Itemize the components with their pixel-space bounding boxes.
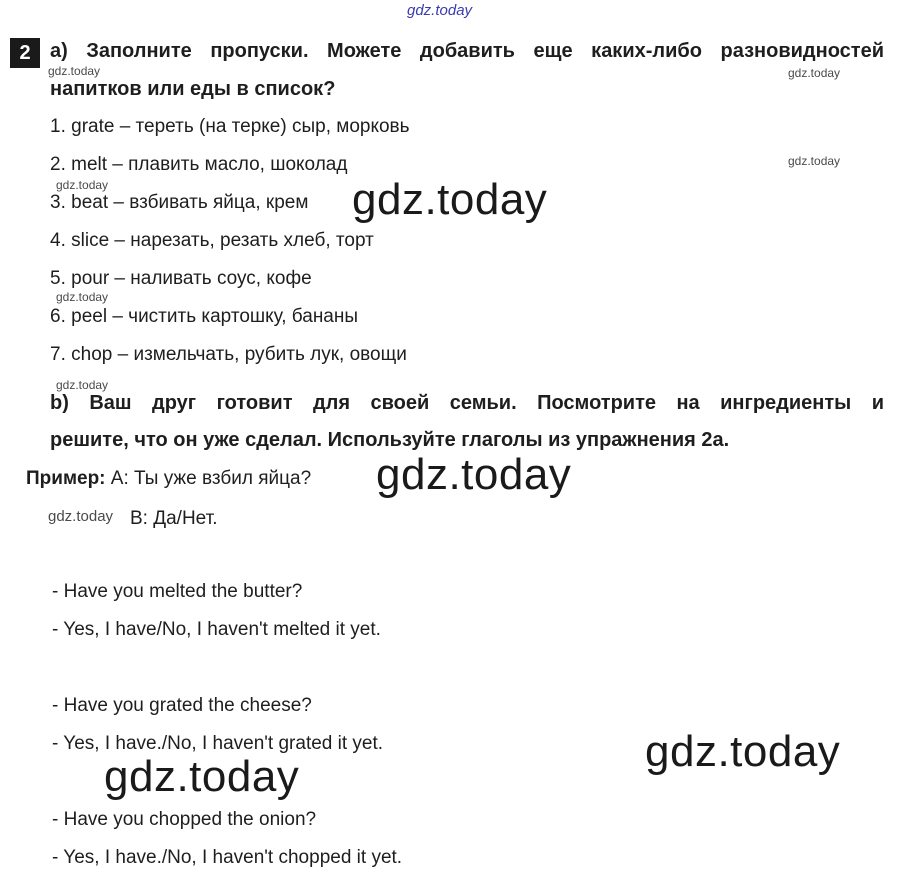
watermark-small: gdz.today [48, 508, 114, 525]
watermark-big: gdz.today [645, 727, 841, 776]
dialogue-question: - Have you chopped the onion? [52, 809, 317, 830]
dialogue-question: - Have you grated the cheese? [52, 695, 312, 716]
watermark-big: gdz.today [352, 175, 548, 224]
list-item: 1. grate – тереть (на терке) сыр, морковь [50, 116, 410, 137]
part-a-heading-line1: a) Заполните пропуски. Можете добавить еще каких-либо разновидностей [50, 40, 884, 62]
list-item: 5. pour – наливать соус, кофе [50, 268, 312, 289]
dialogue-answer: - Yes, I have./No, I haven't chopped it yet. [52, 847, 403, 868]
watermark-small: gdz.today [56, 378, 109, 392]
watermark-small: gdz.today [56, 290, 109, 304]
part-b-heading-line2: решите, что он уже сделал. Используйте глаголы из упражнения 2a. [50, 429, 730, 451]
list-item: 7. chop – измельчать, рубить лук, овощи [50, 344, 407, 365]
dialogue-answer: - Yes, I have/No, I haven't melted it yet. [52, 619, 381, 640]
watermark-small: gdz.today [788, 154, 841, 168]
part-a-heading-line2: напитков или еды в список? [50, 78, 336, 100]
part-b-heading-line1: b) Ваш друг готовит для своей семьи. Посмотрите на ингредиенты и [50, 392, 884, 414]
list-item: 6. peel – чистить картошку, бананы [50, 306, 359, 327]
watermark-big: gdz.today [376, 450, 572, 499]
example-label: Пример: [26, 468, 106, 489]
dialogue-answer: - Yes, I have./No, I haven't grated it yet. [52, 733, 384, 754]
list-item: 4. slice – нарезать, резать хлеб, торт [50, 230, 374, 251]
list-item: 3. beat – взбивать яйца, крем [50, 192, 309, 213]
watermark-small: gdz.today [788, 66, 841, 80]
watermark-small: gdz.today [56, 178, 109, 192]
example-line-a [26, 468, 311, 490]
exercise-number-badge: 2 [10, 38, 40, 68]
dialogue-question: - Have you melted the butter? [52, 581, 303, 602]
list-item: 2. melt – плавить масло, шоколад [50, 154, 348, 175]
watermark-small: gdz.today [48, 64, 101, 78]
example-line-b: B: Да/Нет. [130, 508, 218, 529]
watermark-big: gdz.today [104, 752, 300, 801]
watermark-top: gdz.today [407, 2, 473, 19]
example-question: A: Ты уже взбил яйца? [110, 468, 312, 489]
